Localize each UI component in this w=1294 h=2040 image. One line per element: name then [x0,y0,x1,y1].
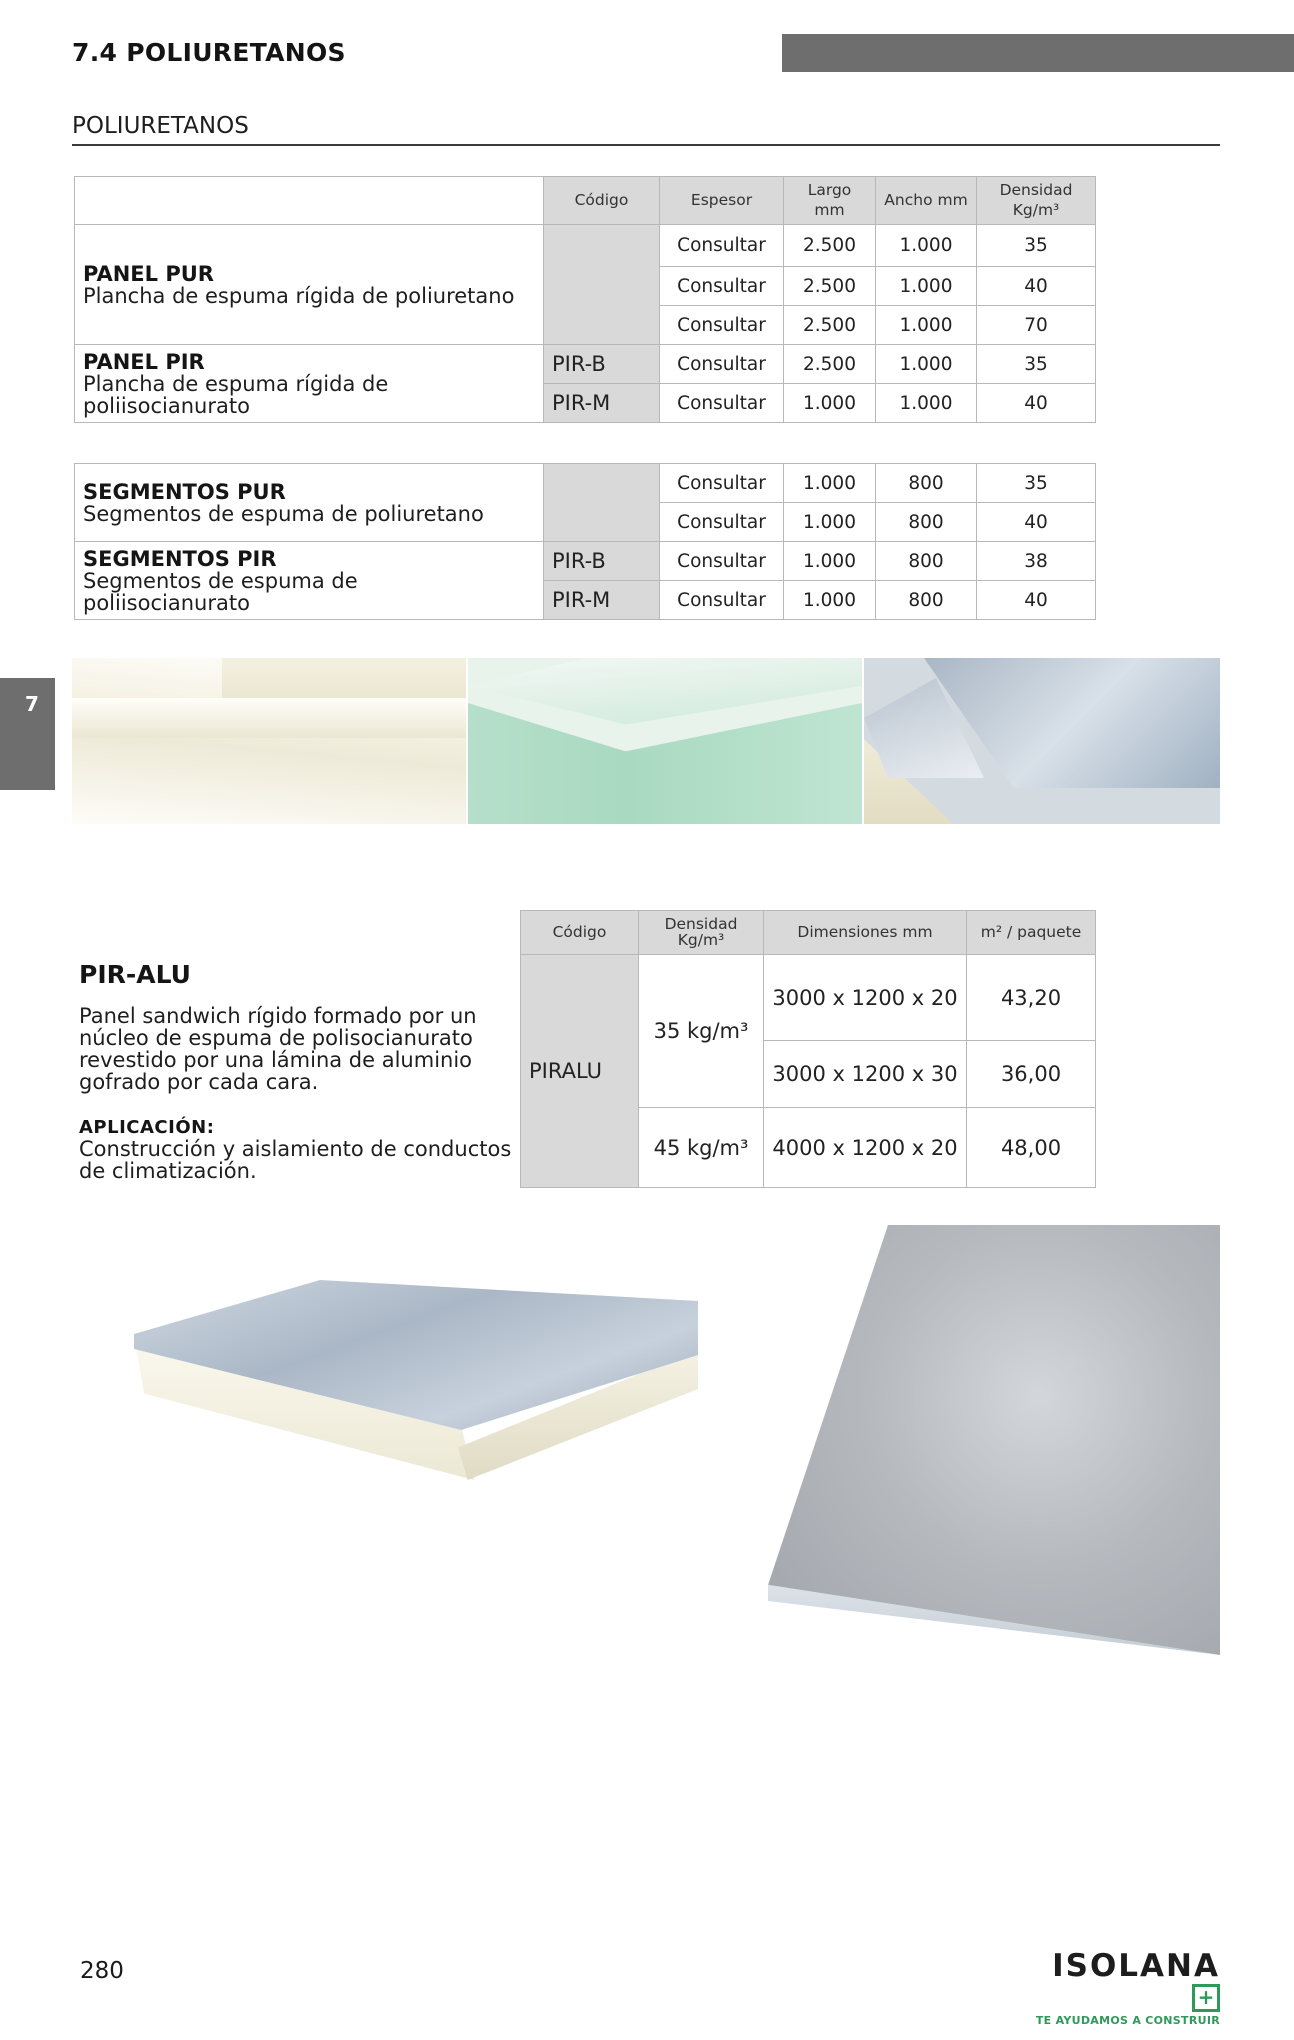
ancho-cell: 1.000 [876,267,977,306]
code-cell: PIRALU [521,955,639,1188]
product-cell [75,464,544,542]
code-cell: PIR-B [544,345,660,384]
ancho-cell: 800 [876,581,977,620]
dimensiones-cell: 3000 x 1200 x 20 [764,955,967,1041]
dimensiones-cell: 3000 x 1200 x 30 [764,1041,967,1108]
densidad-cell: 40 [977,581,1096,620]
espesor-cell: Consultar [660,345,784,384]
table-header: Densidad Kg/m³ [977,177,1096,225]
table-row [75,542,1096,581]
densidad-cell: 70 [977,306,1096,345]
espesor-cell: Consultar [660,581,784,620]
densidad-cell: 35 [977,464,1096,503]
subtitle-divider [72,144,1220,146]
largo-cell: 2.500 [784,267,876,306]
piralu-table [520,910,1096,1188]
m2-paquete-cell: 48,00 [967,1108,1096,1188]
table-header: Ancho mm [876,177,977,225]
espesor-cell: Consultar [660,225,784,267]
product-cell [75,345,544,423]
code-cell: PIR-B [544,542,660,581]
espesor-cell: Consultar [660,306,784,345]
header-bar [782,34,1294,72]
segments-table [74,463,1096,620]
largo-cell: 1.000 [784,464,876,503]
page-number: 280 [80,1958,124,1984]
application-text: Construcción y aislamiento de conductos de climatización. [79,1137,512,1183]
green-foam-photo [468,658,862,824]
largo-cell: 2.500 [784,225,876,267]
table-header: Código [544,177,660,225]
code-cell [544,225,660,345]
pir-panel-photo [864,658,1220,824]
ancho-cell: 800 [876,464,977,503]
densidad-cell: 35 kg/m³ [639,955,764,1108]
dimensiones-cell: 4000 x 1200 x 20 [764,1108,967,1188]
product-description: Segmentos de espuma de poliisocianurato [83,568,358,615]
largo-cell: 1.000 [784,503,876,542]
application-label: APLICACIÓN: [79,1117,215,1138]
product-name: SEGMENTOS PUR [83,479,286,504]
panels-table [74,176,1096,423]
ancho-cell: 800 [876,503,977,542]
ancho-cell: 1.000 [876,225,977,267]
product-description: Plancha de espuma rígida de poliisocianurato [83,371,389,418]
densidad-cell: 35 [977,225,1096,267]
espesor-cell: Consultar [660,464,784,503]
table-header: Densidad Kg/m³ [639,911,764,955]
table-header: Dimensiones mm [764,911,967,955]
code-cell: PIR-M [544,384,660,423]
product-name: PANEL PIR [83,349,205,374]
table-row [75,345,1096,384]
table-header-blank [75,177,544,225]
table-header: Largo mm [784,177,876,225]
table-row [521,955,1096,1041]
section-title: 7.4 POLIURETANOS [72,38,346,67]
m2-paquete-cell: 43,20 [967,955,1096,1041]
logo-tagline: TE AYUDAMOS A CONSTRUIR [1035,2014,1220,2027]
pir-alu-title: PIR-ALU [79,960,191,989]
logo-text: ISOLANA [1052,1948,1220,1984]
page-subtitle: POLIURETANOS [72,113,249,139]
table-header: m² / paquete [967,911,1096,955]
densidad-cell: 38 [977,542,1096,581]
largo-cell: 2.500 [784,345,876,384]
m2-paquete-cell: 36,00 [967,1041,1096,1108]
table-row [75,464,1096,503]
largo-cell: 1.000 [784,542,876,581]
product-name: PANEL PUR [83,261,214,286]
product-cell [75,225,544,345]
espesor-cell: Consultar [660,503,784,542]
ancho-cell: 1.000 [876,384,977,423]
piralu-block-photo [134,1280,698,1480]
espesor-cell: Consultar [660,267,784,306]
espesor-cell: Consultar [660,384,784,423]
largo-cell: 1.000 [784,384,876,423]
piralu-sheet-photo [768,1225,1220,1655]
isolana-logo [1030,1948,1220,2027]
ancho-cell: 800 [876,542,977,581]
table-row [75,225,1096,267]
table-header: Código [521,911,639,955]
densidad-cell: 45 kg/m³ [639,1108,764,1188]
ancho-cell: 1.000 [876,345,977,384]
code-cell [544,464,660,542]
product-description: Plancha de espuma rígida de poliuretano [83,283,515,308]
chapter-tab: 7 [0,678,55,790]
espesor-cell: Consultar [660,542,784,581]
densidad-cell: 40 [977,503,1096,542]
densidad-cell: 40 [977,267,1096,306]
table-header: Espesor [660,177,784,225]
product-cell [75,542,544,620]
plus-icon: + [1192,1984,1220,2012]
densidad-cell: 35 [977,345,1096,384]
densidad-cell: 40 [977,384,1096,423]
largo-cell: 1.000 [784,581,876,620]
code-cell: PIR-M [544,581,660,620]
pur-foam-photo [72,658,466,824]
pir-alu-description: Panel sandwich rígido formado por un núcleo de espuma de polisocianurato revestido por una lámina de aluminio gofrado por cada cara. [79,1004,477,1094]
product-description: Segmentos de espuma de poliuretano [83,501,484,526]
product-name: SEGMENTOS PIR [83,546,277,571]
largo-cell: 2.500 [784,306,876,345]
ancho-cell: 1.000 [876,306,977,345]
